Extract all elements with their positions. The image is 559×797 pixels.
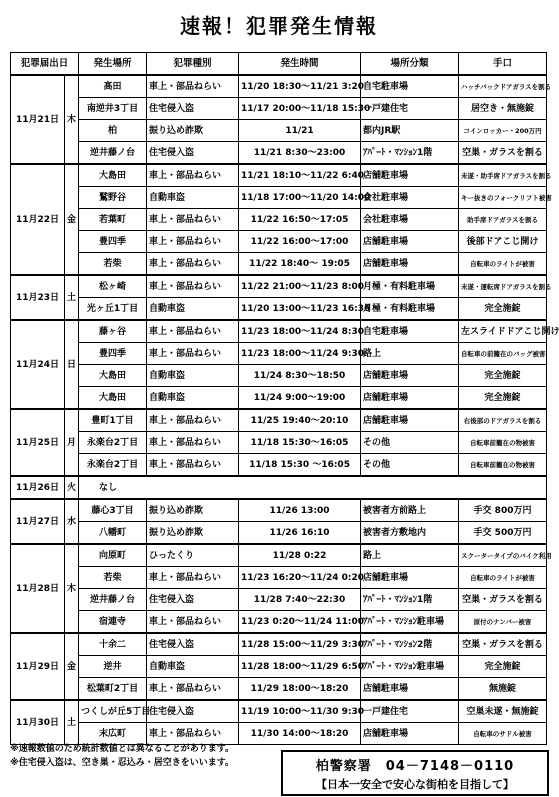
report-date: 11月30日 bbox=[11, 700, 65, 745]
incident-time: 11/22 18:40～ 19:05 bbox=[239, 253, 361, 276]
crime-method: コインロッカー・200万円 bbox=[459, 120, 547, 142]
incident-time: 11/18 15:30 ～16:05 bbox=[239, 454, 361, 477]
incident-time: 11/26 16:10 bbox=[239, 522, 361, 545]
incident-time: 11/22 16:00～17:00 bbox=[239, 231, 361, 253]
incident-time: 11/23 0:20～11/24 11:00 bbox=[239, 611, 361, 634]
incident-place: 若柴 bbox=[79, 567, 147, 589]
crime-method: ハッチバックドアガラスを割る bbox=[459, 75, 547, 98]
report-date: 11月29日 bbox=[11, 633, 65, 700]
incident-place: 逆井 bbox=[79, 656, 147, 678]
report-date: 11月21日 bbox=[11, 75, 65, 164]
table-row bbox=[11, 187, 547, 209]
crime-method: 完全施錠 bbox=[459, 298, 547, 321]
crime-method: 自転車のライトが被害 bbox=[459, 567, 547, 589]
crime-type: 車上・部品ねらい bbox=[147, 164, 239, 187]
table-row bbox=[11, 454, 547, 477]
crime-method: スクータータイプのバイク利用 bbox=[459, 544, 547, 567]
location-category: ｱﾊﾟｰﾄ・ﾏﾝｼｮﾝ1階 bbox=[361, 142, 459, 165]
crime-type: 車上・部品ねらい bbox=[147, 231, 239, 253]
header-crime-type: 犯罪種別 bbox=[147, 53, 239, 76]
incident-time: 11/24 9:00～19:00 bbox=[239, 387, 361, 410]
table-row bbox=[11, 476, 547, 499]
crime-method: 自転車のサドル被害 bbox=[459, 723, 547, 745]
report-date: 11月23日 bbox=[11, 275, 65, 320]
table-row bbox=[11, 656, 547, 678]
table-row bbox=[11, 75, 547, 98]
note-statistics: ※速報数値のため統計数値とは異なることがあります。 bbox=[10, 744, 235, 754]
incident-time: 11/18 17:00～11/20 14:00 bbox=[239, 187, 361, 209]
police-station-phone: 柏警察署 04－7148－0110 bbox=[315, 759, 515, 774]
incident-place: 逆井藤ノ台 bbox=[79, 589, 147, 611]
crime-method: 助手席ドアガラスを割る bbox=[459, 209, 547, 231]
crime-type: 住宅侵入盗 bbox=[147, 98, 239, 120]
location-category: 店舗駐車場 bbox=[361, 164, 459, 187]
crime-method: 右後部のドアガラスを割る bbox=[459, 409, 547, 432]
crime-type: 車上・部品ねらい bbox=[147, 723, 239, 745]
incident-time: 11/29 18:00～18:20 bbox=[239, 678, 361, 701]
location-category: 店舗駐車場 bbox=[361, 365, 459, 387]
crime-method: キー抜きのフォークリフト被害 bbox=[459, 187, 547, 209]
location-category: 店舗駐車場 bbox=[361, 723, 459, 745]
incident-place: 末広町 bbox=[79, 723, 147, 745]
incident-time: 11/20 18:30～11/21 3:20 bbox=[239, 75, 361, 98]
location-category: ｱﾊﾟｰﾄ・ﾏﾝｼｮﾝ2階 bbox=[361, 633, 459, 656]
report-date: 11月25日 bbox=[11, 409, 65, 476]
table-row bbox=[11, 298, 547, 321]
table-row bbox=[11, 544, 547, 567]
incident-time: 11/28 15:00～11/29 3:30 bbox=[239, 633, 361, 656]
crime-type: ひったくり bbox=[147, 544, 239, 567]
crime-type: 車上・部品ねらい bbox=[147, 209, 239, 231]
incident-time: 11/23 16:20～11/24 0:20 bbox=[239, 567, 361, 589]
crime-type: 住宅侵入盗 bbox=[147, 700, 239, 723]
table-row bbox=[11, 633, 547, 656]
police-motto: 【日本一安全で安心な街柏を目指して】 bbox=[316, 778, 514, 791]
crime-method: 未遂・運転席ドアガラスを割る bbox=[459, 275, 547, 298]
table-row bbox=[11, 432, 547, 454]
report-date: 11月28日 bbox=[11, 544, 65, 633]
report-weekday: 木 bbox=[65, 75, 79, 164]
incident-place: 豊四季 bbox=[79, 343, 147, 365]
incident-place: 高田 bbox=[79, 75, 147, 98]
crime-type: 車上・部品ねらい bbox=[147, 320, 239, 343]
crime-method: 手交 500万円 bbox=[459, 522, 547, 545]
crime-type: 住宅侵入盗 bbox=[147, 633, 239, 656]
crime-type: 車上・部品ねらい bbox=[147, 343, 239, 365]
crime-type: 車上・部品ねらい bbox=[147, 611, 239, 634]
location-category: 会社駐車場 bbox=[361, 209, 459, 231]
report-date: 11月26日 bbox=[11, 476, 65, 499]
table-row bbox=[11, 589, 547, 611]
crime-type: 住宅侵入盗 bbox=[147, 589, 239, 611]
table-row bbox=[11, 700, 547, 723]
crime-method: 空巣未遂・無施錠 bbox=[459, 700, 547, 723]
incident-place: 八幡町 bbox=[79, 522, 147, 545]
report-weekday: 火 bbox=[65, 476, 79, 499]
crime-type: 車上・部品ねらい bbox=[147, 567, 239, 589]
table-row bbox=[11, 164, 547, 187]
header-time: 発生時間 bbox=[239, 53, 361, 76]
location-category: 被害者方前路上 bbox=[361, 499, 459, 522]
incident-time: 11/20 13:00～11/23 16:36 bbox=[239, 298, 361, 321]
crime-method: 無施錠 bbox=[459, 678, 547, 701]
incident-time: 11/24 8:30～18:50 bbox=[239, 365, 361, 387]
incident-place: 南逆井3丁目 bbox=[79, 98, 147, 120]
crime-type: 振り込め詐欺 bbox=[147, 120, 239, 142]
crime-table bbox=[10, 52, 559, 745]
incident-time: 11/28 0:22 bbox=[239, 544, 361, 567]
incident-place: 宿連寺 bbox=[79, 611, 147, 634]
report-weekday: 土 bbox=[65, 275, 79, 320]
report-weekday: 土 bbox=[65, 700, 79, 745]
crime-method: 自転車前籠在の物被害 bbox=[459, 432, 547, 454]
crime-method: 完全施錠 bbox=[459, 656, 547, 678]
crime-method: 空巣・ガラスを割る bbox=[459, 633, 547, 656]
crime-type: 住宅侵入盗 bbox=[147, 142, 239, 165]
report-weekday: 月 bbox=[65, 409, 79, 476]
incident-place: つくしが丘5丁目 bbox=[79, 700, 147, 723]
crime-type: 自動車盗 bbox=[147, 187, 239, 209]
incident-time: 11/19 10:00～11/30 9:30 bbox=[239, 700, 361, 723]
location-category: その他 bbox=[361, 432, 459, 454]
crime-type: 車上・部品ねらい bbox=[147, 275, 239, 298]
crime-type: 車上・部品ねらい bbox=[147, 75, 239, 98]
page-title: 速報！犯罪発生情報 bbox=[180, 14, 378, 38]
location-category: ｱﾊﾟｰﾄ・ﾏﾝｼｮﾝ駐車場 bbox=[361, 611, 459, 634]
report-weekday: 金 bbox=[65, 633, 79, 700]
crime-type: 自動車盗 bbox=[147, 365, 239, 387]
incident-time: 11/18 15:30～16:05 bbox=[239, 432, 361, 454]
crime-method: 後部ドアこじ開け bbox=[459, 231, 547, 253]
crime-type: 車上・部品ねらい bbox=[147, 432, 239, 454]
no-incident-cell: なし bbox=[79, 476, 547, 499]
location-category: 店舗駐車場 bbox=[361, 567, 459, 589]
crime-method: 自転車のライトが被害 bbox=[459, 253, 547, 276]
location-category: 都内JR駅 bbox=[361, 120, 459, 142]
table-row bbox=[11, 387, 547, 410]
crime-type: 自動車盗 bbox=[147, 298, 239, 321]
incident-place: 永楽台2丁目 bbox=[79, 454, 147, 477]
location-category: 店舗駐車場 bbox=[361, 678, 459, 701]
incident-place: 向原町 bbox=[79, 544, 147, 567]
crime-type: 車上・部品ねらい bbox=[147, 253, 239, 276]
crime-method: 空巣・ガラスを割る bbox=[459, 142, 547, 165]
header-report-date: 犯罪届出日 bbox=[11, 53, 79, 76]
incident-place: 柏 bbox=[79, 120, 147, 142]
incident-place: 藤心3丁目 bbox=[79, 499, 147, 522]
table-row bbox=[11, 343, 547, 365]
incident-time: 11/22 21:00～11/23 8:00 bbox=[239, 275, 361, 298]
table-row bbox=[11, 409, 547, 432]
incident-time: 11/26 13:00 bbox=[239, 499, 361, 522]
incident-place: 大島田 bbox=[79, 387, 147, 410]
incident-place: 松ヶ崎 bbox=[79, 275, 147, 298]
incident-place: 光ヶ丘1丁目 bbox=[79, 298, 147, 321]
incident-time: 11/21 8:30～23:00 bbox=[239, 142, 361, 165]
crime-method: 完全施錠 bbox=[459, 365, 547, 387]
incident-place: 豊町1丁目 bbox=[79, 409, 147, 432]
header-location-category: 場所分類 bbox=[361, 53, 459, 76]
location-category: 路上 bbox=[361, 544, 459, 567]
crime-type: 振り込め詐欺 bbox=[147, 522, 239, 545]
location-category: 自宅駐車場 bbox=[361, 320, 459, 343]
table-row bbox=[11, 275, 547, 298]
crime-method: 自転車の前籠在のバッグ被害 bbox=[459, 343, 547, 365]
location-category: ｱﾊﾟｰﾄ・ﾏﾝｼｮﾝ駐車場 bbox=[361, 656, 459, 678]
crime-method: 未遂・助手席ドアガラスを割る bbox=[459, 164, 547, 187]
incident-time: 11/30 14:00～18:20 bbox=[239, 723, 361, 745]
incident-place: 十余二 bbox=[79, 633, 147, 656]
location-category: 被害者方敷地内 bbox=[361, 522, 459, 545]
crime-type: 自動車盗 bbox=[147, 656, 239, 678]
table-row bbox=[11, 567, 547, 589]
incident-place: 鷲野谷 bbox=[79, 187, 147, 209]
report-weekday: 日 bbox=[65, 320, 79, 409]
crime-type: 車上・部品ねらい bbox=[147, 409, 239, 432]
location-category: 自宅駐車場 bbox=[361, 75, 459, 98]
location-category: 月極・有料駐車場 bbox=[361, 275, 459, 298]
header-place: 発生場所 bbox=[79, 53, 147, 76]
report-weekday: 水 bbox=[65, 499, 79, 544]
location-category: 一戸建住宅 bbox=[361, 700, 459, 723]
crime-method: 空巣・ガラスを割る bbox=[459, 589, 547, 611]
incident-time: 11/21 bbox=[239, 120, 361, 142]
crime-method: 原付のナンバー被害 bbox=[459, 611, 547, 634]
incident-place: 逆井藤ノ台 bbox=[79, 142, 147, 165]
table-row bbox=[11, 320, 547, 343]
crime-table-body bbox=[11, 75, 559, 745]
location-category: 月極・有料駐車場 bbox=[361, 298, 459, 321]
note-burglary: ※住宅侵入盗は、空き巣・忍込み・居空きをいいます。 bbox=[10, 758, 235, 768]
table-row bbox=[11, 678, 547, 701]
crime-method: 居空き・無施錠 bbox=[459, 98, 547, 120]
incident-time: 11/28 18:00～11/29 6:50 bbox=[239, 656, 361, 678]
location-category: 会社駐車場 bbox=[361, 187, 459, 209]
incident-place: 大島田 bbox=[79, 365, 147, 387]
crime-type: 車上・部品ねらい bbox=[147, 454, 239, 477]
incident-time: 11/17 20:00～11/18 15:30 bbox=[239, 98, 361, 120]
table-row bbox=[11, 120, 547, 142]
crime-method: 自転車前籠在の物被害 bbox=[459, 454, 547, 477]
incident-time: 11/22 16:50～17:05 bbox=[239, 209, 361, 231]
report-date: 11月24日 bbox=[11, 320, 65, 409]
location-category: その他 bbox=[361, 454, 459, 477]
table-row bbox=[11, 98, 547, 120]
incident-time: 11/25 19:40～20:10 bbox=[239, 409, 361, 432]
incident-place: 松葉町2丁目 bbox=[79, 678, 147, 701]
crime-method: 完全施錠 bbox=[459, 387, 547, 410]
crime-method: 左スライドドアこじ開け bbox=[459, 320, 547, 343]
crime-type: 振り込め詐欺 bbox=[147, 499, 239, 522]
location-category: 店舗駐車場 bbox=[361, 409, 459, 432]
incident-place: 藤ヶ谷 bbox=[79, 320, 147, 343]
crime-type: 車上・部品ねらい bbox=[147, 678, 239, 701]
location-category: 一戸建住宅 bbox=[361, 98, 459, 120]
table-row bbox=[11, 231, 547, 253]
location-category: 路上 bbox=[361, 343, 459, 365]
incident-place: 若柴 bbox=[79, 253, 147, 276]
incident-place: 大島田 bbox=[79, 164, 147, 187]
table-row bbox=[11, 142, 547, 165]
location-category: ｱﾊﾟｰﾄ・ﾏﾝｼｮﾝ1階 bbox=[361, 589, 459, 611]
table-row bbox=[11, 611, 547, 634]
report-date: 11月27日 bbox=[11, 499, 65, 544]
report-date: 11月22日 bbox=[11, 164, 65, 275]
table-row bbox=[11, 365, 547, 387]
table-row bbox=[11, 522, 547, 545]
incident-place: 若葉町 bbox=[79, 209, 147, 231]
crime-type: 自動車盗 bbox=[147, 387, 239, 410]
crime-method: 手交 800万円 bbox=[459, 499, 547, 522]
incident-time: 11/28 7:40～22:30 bbox=[239, 589, 361, 611]
report-weekday: 木 bbox=[65, 544, 79, 633]
incident-time: 11/23 18:00～11/24 9:30 bbox=[239, 343, 361, 365]
report-weekday: 金 bbox=[65, 164, 79, 275]
table-row bbox=[11, 209, 547, 231]
header-method: 手口 bbox=[459, 53, 547, 76]
table-row bbox=[11, 499, 547, 522]
table-header-row bbox=[11, 53, 547, 76]
incident-place: 豊四季 bbox=[79, 231, 147, 253]
table-row bbox=[11, 253, 547, 276]
incident-time: 11/23 18:00～11/24 8:30 bbox=[239, 320, 361, 343]
incident-time: 11/21 18:10～11/22 6:40 bbox=[239, 164, 361, 187]
location-category: 店舗駐車場 bbox=[361, 231, 459, 253]
police-contact-box bbox=[281, 750, 549, 796]
location-category: 店舗駐車場 bbox=[361, 253, 459, 276]
location-category: 店舗駐車場 bbox=[361, 387, 459, 410]
incident-place: 永楽台2丁目 bbox=[79, 432, 147, 454]
